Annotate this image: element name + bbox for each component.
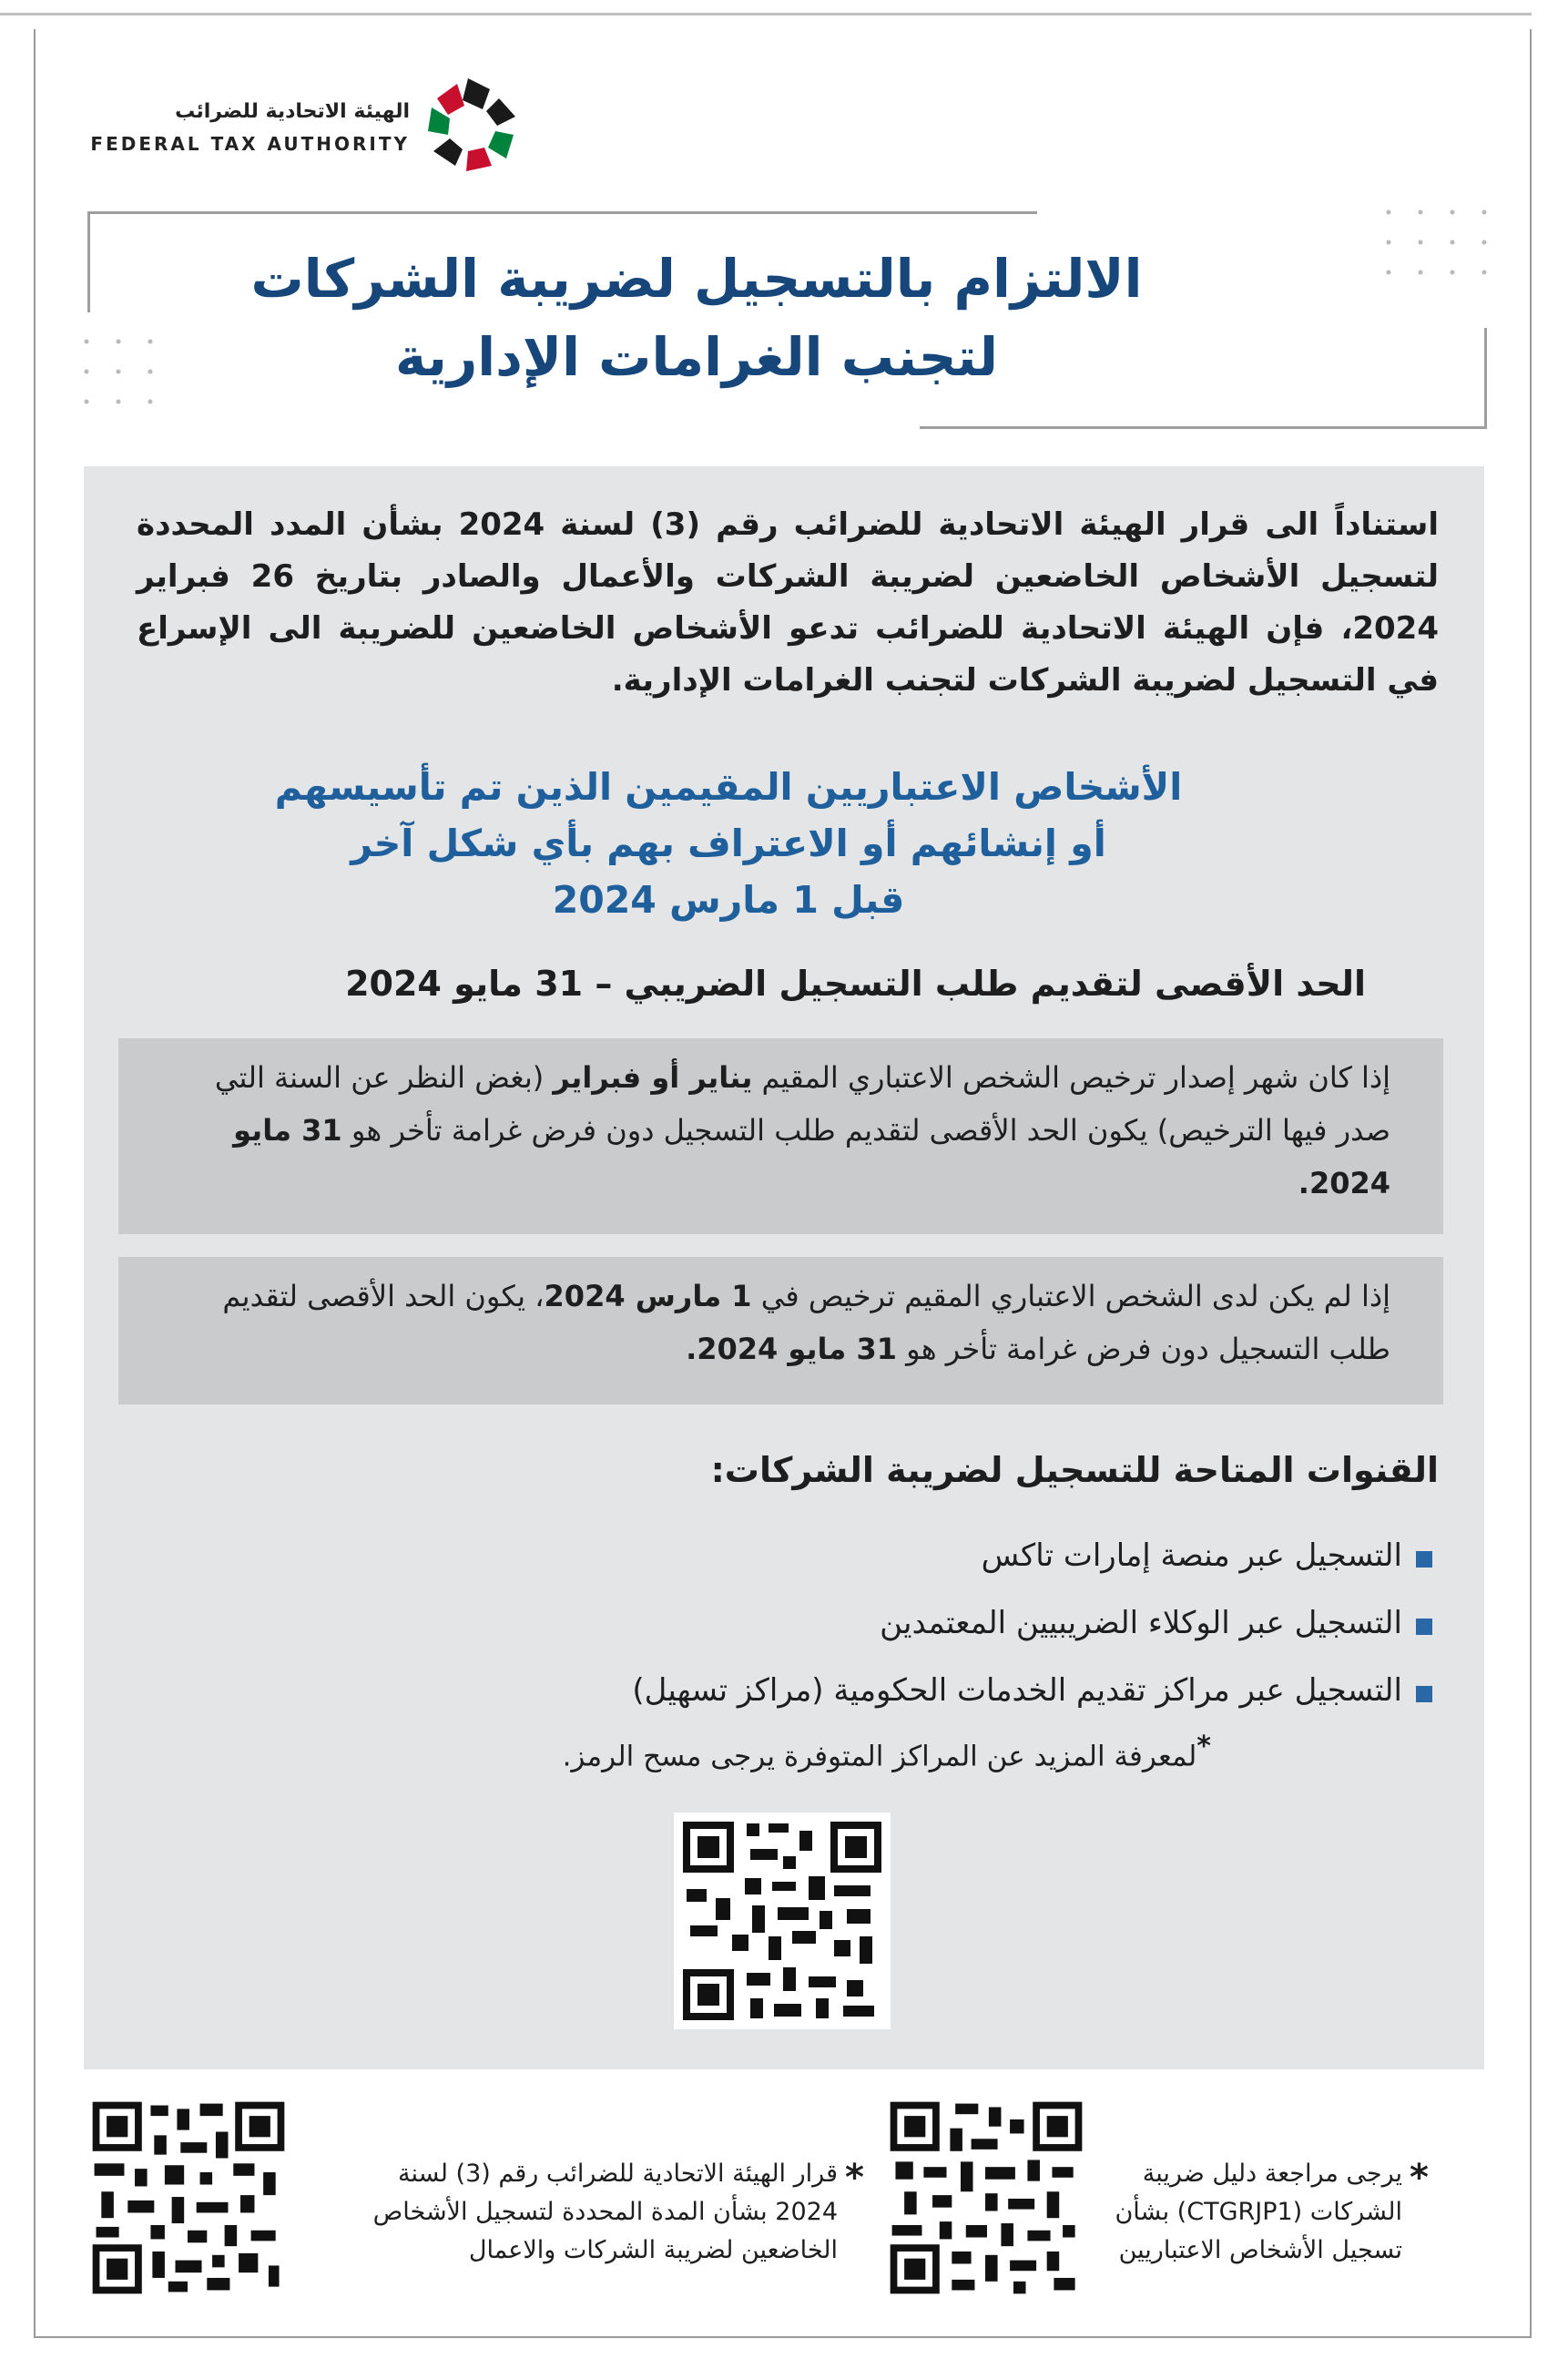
frame-left-border (34, 29, 36, 2338)
note-star: * (1196, 1731, 1211, 1762)
subheading-line-1: الأشخاص الاعتباريين المقيمين الذين تم تأسيسهم (274, 765, 1183, 809)
qr-code-guide[interactable] (881, 2093, 1091, 2303)
deadline-heading: الحد الأقصى لتقديم طلب التسجيل الضريبي – 31 مايو 2024 (345, 964, 1366, 1004)
page-title-line-1: الالتزام بالتسجيل لضريبة الشركات (250, 248, 1143, 310)
channel-item: التسجيل عبر الوكلاء الضريبيين المعتمدين (880, 1605, 1402, 1641)
box2-text-1: إذا لم يكن لدى الشخص الاعتباري المقيم ترخيص في (751, 1279, 1390, 1313)
bullet-icon (1416, 1551, 1432, 1568)
channels-heading: القنوات المتاحة للتسجيل لضريبة الشركات: (710, 1450, 1439, 1490)
subheading-line-3: قبل 1 مارس 2024 (552, 878, 905, 922)
box2-bold-1: 1 مارس 2024 (544, 1279, 752, 1313)
footnote-left-star: * (845, 2157, 864, 2199)
box1-text-1: إذا كان شهر إصدار ترخيص الشخص الاعتباري المقيم (752, 1060, 1390, 1095)
footnote-left-line-1: قرار الهيئة الاتحادية للضرائب رقم (3) لسنة (398, 2160, 838, 2188)
footnote-right-line-1: يرجى مراجعة دليل ضريبة (1142, 2160, 1402, 2188)
footnote-right-line-2: الشركات (CTGRJP1) بشأن (1115, 2198, 1402, 2226)
qr-code-decision[interactable] (84, 2093, 293, 2303)
frame-bottom-border (34, 2336, 1532, 2338)
page-title-line-2: لتجنب الغرامات الإدارية (394, 326, 999, 388)
fta-logo (90, 71, 537, 180)
intro-paragraph: استناداً الى قرار الهيئة الاتحادية للضرائب رقم (3) لسنة 2024 بشأن المدد المحددة لتسجيل الأشخاص الخاضعين لضريبة الشركات والأعمال والصادر بتاريخ 26 فبراير 2024، فإن الهيئة الاتحادية للضرائب تدعو الأشخاص الخاضعين للضريبة الى الإسراع في التسجيل لضريبة الشركات لتجنب الغرامات الإدارية. (137, 506, 1440, 699)
box2-text-2: ، يكون الحد الأقصى لتقديم طلب التسجيل دون فرض غرامة تأخر هو (222, 1279, 1390, 1366)
footnote-right-star: * (1410, 2157, 1429, 2199)
box1-bold-1: يناير أو فبراير (553, 1060, 753, 1095)
dot-pattern-top-right (1384, 208, 1493, 299)
subheading-line-2: أو إنشائهم أو الاعتراف بهم بأي شكل آخر (351, 822, 1106, 865)
fta-emblem-icon (419, 71, 528, 180)
frame-top-border (0, 13, 1532, 15)
bullet-icon (1416, 1619, 1432, 1635)
condition-box-2 (118, 1257, 1443, 1404)
box1-bold-2: 31 مايو 2024. (233, 1113, 1390, 1200)
frame-right-border (1530, 29, 1532, 2338)
condition-box-1 (118, 1038, 1443, 1234)
channel-item: التسجيل عبر مراكز تقديم الخدمات الحكومية (مراكز تسهيل) (632, 1672, 1402, 1709)
bullet-icon (1416, 1686, 1432, 1702)
footnote-right-line-3: تسجيل الأشخاص الاعتباريين (1118, 2236, 1402, 2264)
scan-note (182, 1731, 1211, 1772)
footnote-left-line-2: 2024 بشأن المدة المحددة لتسجيل الأشخاص (372, 2198, 838, 2226)
qr-code-centers[interactable] (674, 1813, 891, 2029)
logo-name-en: FEDERAL TAX AUTHORITY (90, 133, 410, 155)
channel-item: التسجيل عبر منصة إمارات تاكس (981, 1537, 1402, 1574)
logo-name-ar: الهيئة الاتحادية للضرائب (175, 100, 410, 123)
box1-text-2: (بغض النظر عن السنة التي صدر فيها الترخيص) يكون الحد الأقصى لتقديم طلب التسجيل دون فرض غرامة تأخر هو (214, 1060, 1390, 1148)
footnote-right (1093, 2155, 1402, 2270)
footnote-left-line-3: الخاضعين لضريبة الشركات والاعمال (468, 2236, 838, 2264)
footnote-left (297, 2155, 838, 2270)
box2-bold-2: 31 مايو 2024. (686, 1332, 897, 1366)
note-text: لمعرفة المزيد عن المراكز المتوفرة يرجى مسح الرمز. (562, 1740, 1197, 1773)
